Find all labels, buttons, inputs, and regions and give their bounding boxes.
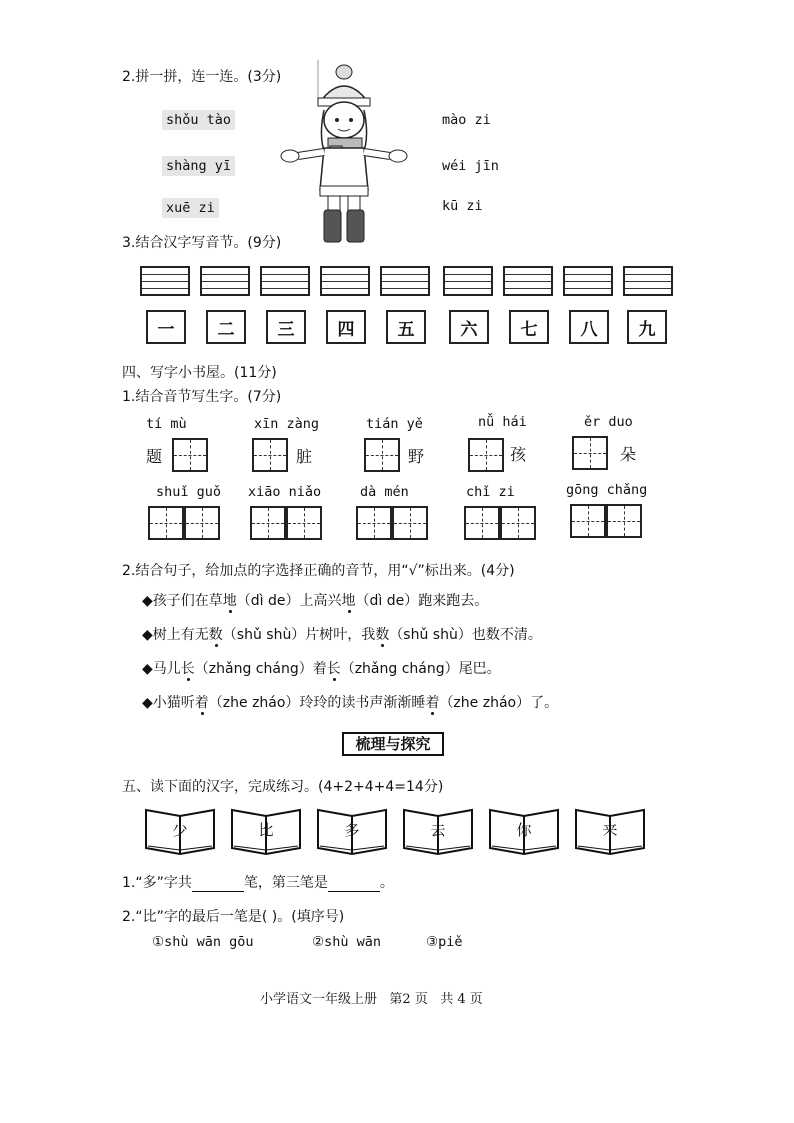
- sentence-3: ◆马儿长（zhǎng cháng）着长（zhǎng cháng）尾巴。: [142, 661, 501, 677]
- option-1: ①shù wān gōu: [152, 934, 254, 950]
- q3-title: 3.结合汉字写音节。(9分): [122, 235, 282, 251]
- hanzi-box: 一: [146, 310, 186, 344]
- book-card: 多: [316, 806, 388, 854]
- pinyin-label: tián yě: [366, 416, 423, 432]
- pinyin-label: shuǐ guǒ: [156, 484, 222, 500]
- given-char: 朵: [620, 445, 637, 464]
- sentence-4: ◆小猫听着（zhe zháo）玲玲的读书声渐渐睡着（zhe zháo）了。: [142, 695, 559, 711]
- hanzi-box: 九: [627, 310, 667, 344]
- answer-blank[interactable]: [192, 875, 244, 892]
- s4-q2-title: 2.结合句子，给加点的字选择正确的音节，用“√”标出来。(4分): [122, 563, 515, 579]
- given-char: 题: [146, 447, 163, 466]
- option-3: ③piě: [426, 934, 463, 950]
- pinyin-label: gōng chǎng: [566, 482, 648, 498]
- pinyin-box[interactable]: [443, 266, 493, 296]
- pinyin-box[interactable]: [200, 266, 250, 296]
- pinyin-label: xīn zàng: [254, 416, 320, 432]
- writing-grid[interactable]: [148, 506, 184, 540]
- s5-q2: 2.“比”字的最后一笔是( )。(填序号): [122, 909, 345, 925]
- writing-grid[interactable]: [572, 436, 608, 470]
- book-card: 来: [574, 806, 646, 854]
- pinyin-label: chǐ zi: [466, 484, 515, 500]
- writing-grid[interactable]: [570, 504, 606, 538]
- option-2: ②shù wān: [312, 934, 381, 950]
- section-banner: 梳理与探究: [342, 732, 444, 756]
- writing-grid[interactable]: [464, 506, 500, 540]
- pinyin-left-1: shǒu tào: [162, 110, 235, 130]
- pinyin-left-3: xuē zi: [162, 198, 219, 218]
- hanzi-box: 六: [449, 310, 489, 344]
- hanzi-box: 七: [509, 310, 549, 344]
- writing-grid[interactable]: [356, 506, 392, 540]
- writing-grid[interactable]: [364, 438, 400, 472]
- book-card: 比: [230, 806, 302, 854]
- writing-grid[interactable]: [392, 506, 428, 540]
- hanzi-box: 五: [386, 310, 426, 344]
- writing-grid[interactable]: [468, 438, 504, 472]
- book-card: 少: [144, 806, 216, 854]
- pinyin-right-1: mào zi: [442, 112, 491, 128]
- pinyin-box[interactable]: [380, 266, 430, 296]
- hanzi-box: 四: [326, 310, 366, 344]
- pinyin-box[interactable]: [140, 266, 190, 296]
- pinyin-box[interactable]: [503, 266, 553, 296]
- q2-title: 2.拼一拼，连一连。(3分): [122, 69, 282, 85]
- given-char: 野: [408, 447, 425, 466]
- pinyin-box[interactable]: [563, 266, 613, 296]
- page-footer: 小学语文一年级上册 第2 页 共 4 页: [260, 992, 483, 1007]
- pinyin-box[interactable]: [260, 266, 310, 296]
- hanzi-box: 三: [266, 310, 306, 344]
- pinyin-label: nǚ hái: [478, 414, 527, 430]
- writing-grid[interactable]: [250, 506, 286, 540]
- pinyin-right-3: kū zi: [442, 198, 483, 214]
- hanzi-box: 二: [206, 310, 246, 344]
- hanzi-box: 八: [569, 310, 609, 344]
- writing-grid[interactable]: [172, 438, 208, 472]
- writing-grid[interactable]: [500, 506, 536, 540]
- pinyin-label: tí mù: [146, 416, 187, 432]
- pinyin-box[interactable]: [320, 266, 370, 296]
- girl-illustration: [268, 60, 408, 255]
- sentence-2: ◆树上有无数（shǔ shù）片树叶，我数（shǔ shù）也数不清。: [142, 627, 542, 643]
- s5-q1: 1.“多”字共 笔，第三笔是 。: [122, 875, 394, 891]
- writing-grid[interactable]: [252, 438, 288, 472]
- book-card: 你: [488, 806, 560, 854]
- pinyin-left-2: shàng yī: [162, 156, 235, 176]
- answer-blank[interactable]: [328, 875, 380, 892]
- s4-q1-title: 1.结合音节写生字。(7分): [122, 389, 282, 405]
- pinyin-box[interactable]: [623, 266, 673, 296]
- book-card: 去: [402, 806, 474, 854]
- writing-grid[interactable]: [184, 506, 220, 540]
- writing-grid[interactable]: [606, 504, 642, 538]
- section-4-title: 四、写字小书屋。(11分): [122, 365, 277, 381]
- section-5-title: 五、读下面的汉字，完成练习。(4+2+4+4=14分): [122, 779, 444, 795]
- given-char: 脏: [296, 447, 313, 466]
- pinyin-right-2: wéi jīn: [442, 158, 499, 174]
- writing-grid[interactable]: [286, 506, 322, 540]
- given-char: 孩: [510, 445, 527, 464]
- pinyin-label: xiāo niǎo: [248, 484, 322, 500]
- pinyin-label: ěr duo: [584, 414, 633, 430]
- pinyin-label: dà mén: [360, 484, 409, 500]
- sentence-1: ◆孩子们在草地（dì de）上高兴地（dì de）跑来跑去。: [142, 593, 489, 609]
